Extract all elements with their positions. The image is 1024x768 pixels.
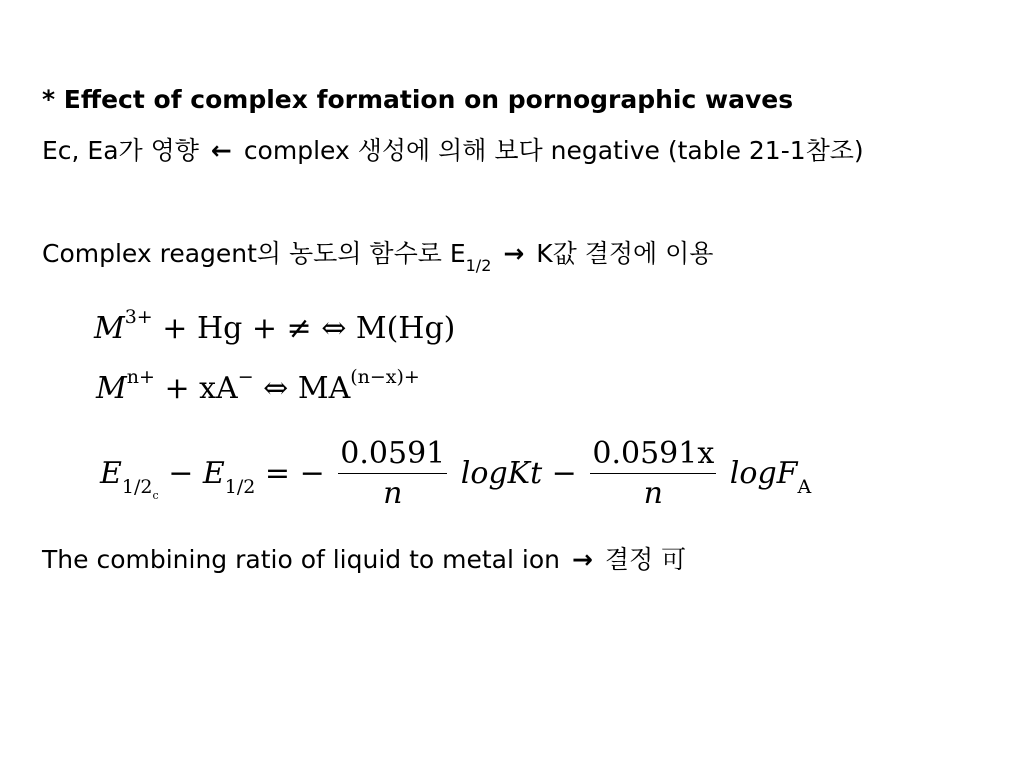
eq3-left-subsub: c — [152, 489, 159, 502]
right-arrow-icon: → — [571, 545, 593, 574]
eq3-left-sub: 1/2 — [121, 476, 153, 498]
left-arrow-icon: ← — [210, 136, 232, 165]
eq3-frac1-numerator: 0.0591 — [338, 436, 447, 474]
eq3-frac2-denominator: n — [643, 476, 663, 511]
line2-prefix: Ec, Ea가 영향 — [42, 136, 199, 165]
right-arrow-icon: → — [503, 239, 525, 268]
eq1-base: M — [94, 311, 125, 346]
eq1-rest: + Hg + ≠ ⇔ M(Hg) — [162, 311, 456, 346]
eq2-sup3: (n−x)+ — [350, 366, 420, 388]
line4-prefix: The combining ratio of liquid to metal ion — [42, 545, 560, 574]
eq3-left-base: E — [100, 456, 122, 491]
line2-suffix: complex 생성에 의해 보다 negative (table 21-1참조) — [243, 136, 864, 165]
line3-subscript: 1/2 — [465, 256, 492, 275]
eq3-fraction-2 — [590, 436, 716, 511]
eq2-sup2: − — [237, 366, 254, 388]
text-line-complex-reagent — [42, 238, 713, 273]
eq3-minus: − E — [168, 456, 225, 491]
eq3-frac1-denominator: n — [383, 476, 403, 511]
eq3-fraction-1 — [338, 436, 447, 511]
eq2-sup: n+ — [126, 366, 155, 388]
equation-2 — [96, 366, 420, 406]
eq3-term2-group — [729, 456, 812, 498]
text-line-combining-ratio — [42, 544, 686, 576]
eq3-right-sub: 1/2 — [224, 476, 256, 498]
eq3-term2-sub: A — [797, 476, 812, 498]
heading-text: * Effect of complex formation on pornographic waves — [42, 85, 794, 114]
line3-suffix: K값 결정에 이용 — [536, 239, 714, 268]
eq3-equals: = − — [264, 456, 325, 491]
eq2-mid: + xA — [164, 371, 238, 406]
eq2-rest: ⇔ MA — [263, 371, 351, 406]
eq3-term2: logF — [729, 456, 798, 491]
eq3-frac2-numerator: 0.0591x — [590, 436, 716, 474]
line4-suffix: 결정 可 — [604, 545, 687, 574]
eq1-sup: 3+ — [124, 306, 153, 328]
eq2-base: M — [96, 371, 127, 406]
equation-3 — [100, 436, 811, 516]
eq3-left — [100, 456, 325, 502]
line3-prefix: Complex reagent의 농도의 함수로 E — [42, 239, 466, 268]
eq3-term1: logKt − — [460, 456, 577, 491]
text-line-ec-ea — [42, 135, 864, 167]
slide-heading — [42, 84, 793, 116]
equation-1 — [94, 306, 456, 346]
